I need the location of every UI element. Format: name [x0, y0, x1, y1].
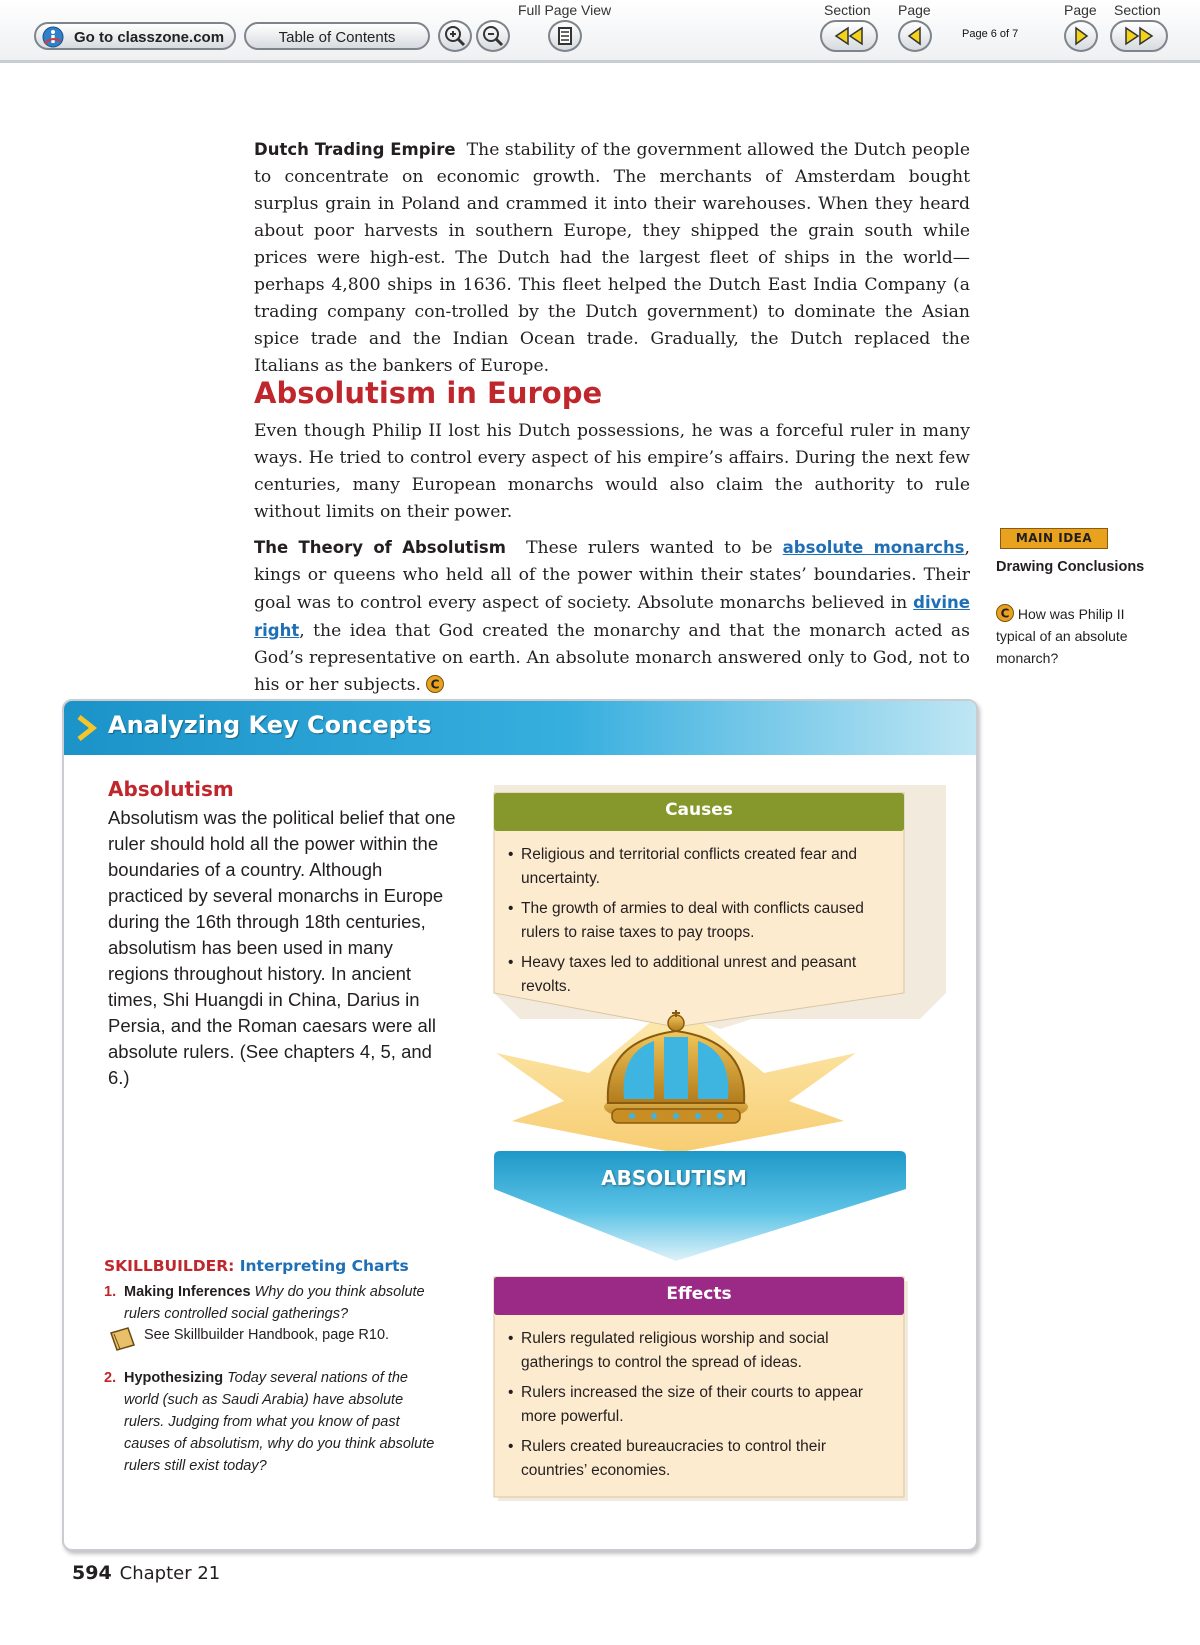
question-number: 2.	[104, 1370, 117, 1386]
sidebar-question: How was Philip II typical of an absolute monarch?	[996, 606, 1128, 666]
page-footer	[72, 1562, 220, 1584]
full-page-icon	[550, 22, 580, 50]
cause-item: • Religious and territorial conflicts created fear and uncertainty.	[508, 843, 892, 891]
question-text: Why do you think absolute rulers controlled social gatherings?	[124, 1284, 425, 1322]
next-section-button[interactable]	[1110, 20, 1168, 52]
zoom-in-icon	[440, 22, 470, 50]
question-number: 1.	[104, 1284, 117, 1300]
handbook-reference: See Skillbuilder Handbook, page R10.	[144, 1327, 390, 1343]
double-left-arrow-icon	[822, 22, 876, 50]
go-to-classzone-button[interactable]	[34, 22, 236, 50]
skillbuilder-heading	[104, 1257, 409, 1275]
table-of-contents-button[interactable]	[244, 22, 430, 50]
left-arrow-icon	[900, 22, 930, 50]
sidebar-question-block	[996, 603, 1146, 669]
effects-title: Effects	[666, 1284, 732, 1304]
theory-paragraph	[254, 534, 970, 699]
divine-right-link[interactable]: divine right	[254, 593, 970, 640]
section-label-left: Section	[824, 2, 871, 18]
page-number: 594	[72, 1562, 112, 1584]
effect-item: • Rulers regulated religious worship and social gatherings to control the spread of ideas.	[508, 1327, 892, 1375]
handbook-book-icon	[108, 1325, 138, 1353]
page-label-left: Page	[898, 2, 931, 18]
skillbuilder-title: Interpreting Charts	[239, 1257, 409, 1275]
main-idea-marker-letter: C	[431, 677, 440, 692]
effects-list	[508, 1327, 892, 1489]
page-indicator: Page 6 of 7	[962, 28, 1019, 40]
section-heading: Absolutism in Europe	[254, 376, 603, 410]
concept-title: Absolutism	[108, 777, 234, 801]
dutch-trading-paragraph	[254, 136, 970, 380]
toolbar	[0, 0, 1200, 63]
sidebar-marker-icon	[996, 604, 1014, 622]
theory-text-1: These rulers wanted to be	[526, 538, 773, 558]
classzone-label: Go to classzone.com	[74, 29, 225, 46]
skillbuilder-question-2	[104, 1367, 444, 1477]
theory-text-3: , the idea that God created the monarchy and that the monarch acted as God’s representative on earth. An absolute monarch answered only to God, not to his or her subjects.	[254, 621, 970, 695]
double-right-arrow-icon	[1112, 22, 1166, 50]
sidebar-heading: Drawing Conclusions	[996, 559, 1145, 575]
skillbuilder-question-1	[104, 1281, 444, 1325]
main-idea-marker-icon	[426, 675, 444, 693]
full-page-view-label: Full Page View	[518, 2, 612, 18]
zoom-in-button[interactable]	[438, 20, 472, 52]
absolutism-label: ABSOLUTISM	[601, 1166, 747, 1190]
concept-text: Absolutism was the political belief that one ruler should hold all the power within the boundaries of a country. Although practiced by several monarchs in Europe during the 16th through 18th centuries, absolutism has been used in many regions throughout history. In ancient times, Shi Huangdi in China, Darius in Persia, and the Roman caesars were all absolute rulers. (See chapters 4, 5, and 6.)	[108, 807, 456, 1088]
next-page-button[interactable]	[1064, 20, 1098, 52]
effect-item: • Rulers increased the size of their courts to appear more powerful.	[508, 1381, 892, 1429]
toc-label: Table of Contents	[278, 29, 396, 46]
theory-runin: The Theory of Absolutism	[254, 538, 506, 557]
skillbuilder-label: SKILLBUILDER:	[104, 1257, 235, 1275]
intro-paragraph: Even though Philip II lost his Dutch possessions, he was a forceful ruler in many ways. He tried to control every aspect of his empire’s affairs. During the next few centuries, many European monarchs would also claim the authority to rule without limits on their power.	[254, 421, 970, 522]
right-arrow-icon	[1066, 22, 1096, 50]
main-idea-tag: MAIN IDEA	[1000, 528, 1108, 549]
zoom-out-button[interactable]	[476, 20, 510, 52]
causes-title: Causes	[665, 800, 733, 820]
sidebar-marker-letter: C	[1000, 606, 1010, 621]
cause-item: • Heavy taxes led to additional unrest and peasant revolts.	[508, 951, 892, 999]
feature-title: Analyzing Key Concepts	[108, 711, 432, 739]
question-text: Today several nations of the world (such as Saudi Arabia) have absolute rulers. Judging from what you know of past causes of absolutism, why do you think absolute rulers still exist today?	[124, 1370, 435, 1474]
theory-text-2: , kings or queens who held all of the power within their states’ boundaries. Their goal was to control every aspect of society. Absolute monarchs believed in	[254, 538, 970, 613]
causes-list	[508, 843, 892, 1005]
full-page-view-button[interactable]	[548, 20, 582, 52]
dutch-trading-runin: Dutch Trading Empire	[254, 140, 456, 159]
page-label-right: Page	[1064, 2, 1097, 18]
question-label: Hypothesizing	[124, 1370, 224, 1386]
cause-item: • The growth of armies to deal with conflicts caused rulers to raise taxes to pay troops.	[508, 897, 892, 945]
effect-item: • Rulers created bureaucracies to control their countries’ economies.	[508, 1435, 892, 1483]
absolute-monarchs-link[interactable]: absolute monarchs	[782, 538, 965, 557]
chapter-label: Chapter 21	[119, 1563, 221, 1584]
section-label-right: Section	[1114, 2, 1161, 18]
info-icon	[42, 26, 64, 48]
zoom-out-icon	[478, 22, 508, 50]
question-label: Making Inferences	[124, 1284, 251, 1300]
analyzing-key-concepts-feature	[62, 699, 978, 1551]
previous-section-button[interactable]	[820, 20, 878, 52]
previous-page-button[interactable]	[898, 20, 932, 52]
dutch-trading-text: The stability of the government allowed the Dutch people to concentrate on economic growth. The merchants of Amsterdam bought surplus grain in Poland and crammed it into their warehouses. When they heard about poor harvests in southern Europe, they shipped the grain south while prices were high-est. The Dutch had the largest fleet of ships in the world—perhaps 4,800 ships in 1636. This fleet helped the Dutch East India Company (a trading company con-trolled by the Dutch government) to dominate the Asian spice trade and the Indian Ocean trade. Gradually, the Dutch replaced the Italians as the bankers of Europe.	[254, 140, 970, 376]
